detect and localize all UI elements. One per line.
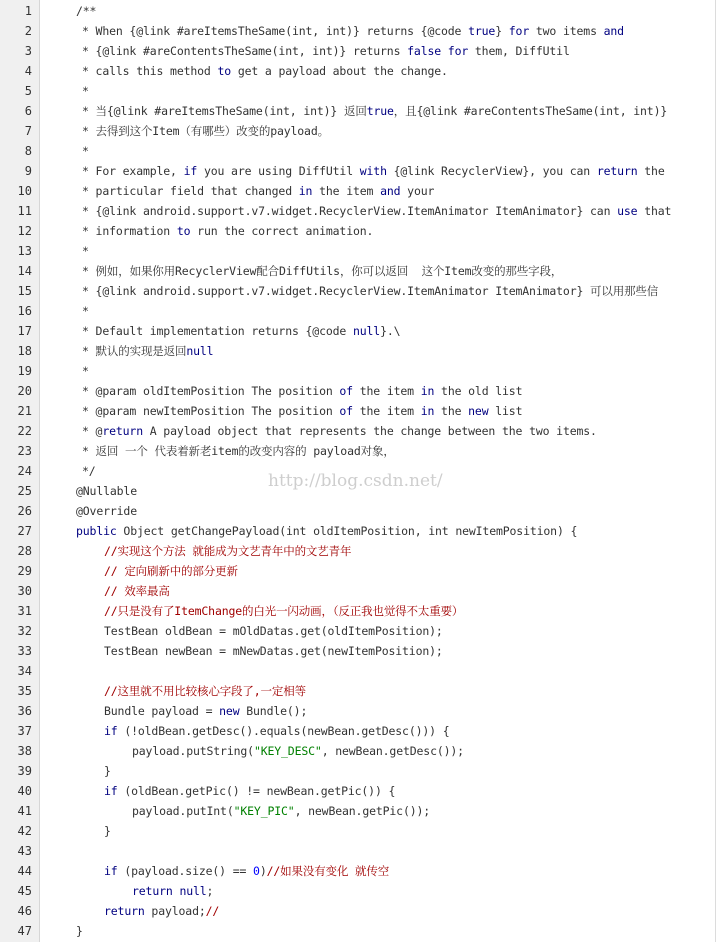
token-kw: to [217, 64, 232, 78]
token-comment: two items [529, 24, 604, 38]
code-line[interactable] [0, 821, 716, 841]
code-line[interactable] [0, 641, 716, 661]
code-text [82, 401, 522, 421]
line-number: 30 [17, 584, 32, 598]
token-kw: false [407, 44, 442, 58]
token-comment: } [495, 24, 509, 38]
token-red: //如果没有变化 就传空 [266, 864, 390, 878]
token-comment: {@link RecyclerView}, you can [386, 164, 597, 178]
line-number: 15 [17, 284, 32, 298]
token-kw: true [366, 104, 394, 118]
line-number: 44 [17, 864, 32, 878]
token-str: "KEY_PIC" [233, 804, 295, 818]
token-kw: use [617, 204, 638, 218]
line-number: 10 [17, 184, 32, 198]
token-comment: * @param oldItemPosition The position [82, 384, 340, 398]
line-number: 32 [17, 624, 32, 638]
token-plain: } [76, 924, 83, 938]
code-text [82, 121, 329, 141]
line-number: 26 [17, 504, 32, 518]
line-number: 37 [17, 724, 32, 738]
token-kw: return [104, 904, 145, 918]
code-line[interactable] [0, 321, 716, 341]
code-line[interactable] [0, 741, 716, 761]
code-text [82, 21, 624, 41]
token-comment: the [637, 164, 665, 178]
code-line[interactable] [0, 421, 716, 441]
token-comment: * @ [82, 424, 103, 438]
token-kw: new [468, 404, 489, 418]
token-comment: the item [312, 184, 381, 198]
line-number: 22 [17, 424, 32, 438]
code-line[interactable] [0, 501, 716, 521]
token-comment: * For example, [82, 164, 184, 178]
token-comment: the item [352, 384, 421, 398]
line-number: 4 [24, 64, 32, 78]
line-number: 46 [17, 904, 32, 918]
code-line[interactable] [0, 601, 716, 621]
code-line[interactable] [0, 761, 716, 781]
token-comment: }.\ [380, 324, 401, 338]
code-line[interactable] [0, 141, 716, 161]
token-red: // [205, 904, 220, 918]
token-plain: payload; [144, 904, 206, 918]
token-comment: * 当{@link #areItemsTheSame(int, int)} 返回 [82, 104, 367, 118]
token-plain: TestBean newBean = mNewDatas.get(newItemPosition); [104, 644, 443, 658]
code-text [82, 241, 89, 261]
code-line[interactable] [0, 541, 716, 561]
token-comment: them, DiffUtil [468, 44, 570, 58]
token-kw: to [176, 224, 191, 238]
code-text [82, 441, 395, 461]
line-number: 40 [17, 784, 32, 798]
code-text [76, 481, 137, 501]
code-line[interactable] [0, 361, 716, 381]
line-number: 11 [17, 204, 32, 218]
token-kw: for [447, 44, 469, 58]
code-text [104, 641, 443, 661]
token-plain: payload.putString( [132, 744, 254, 758]
token-plain: Object getChangePayload(int oldItemPosition, int newItemPosition) { [116, 524, 578, 538]
code-line[interactable] [0, 901, 716, 921]
token-red: //只是没有了ItemChange的白光一闪动画，（反正我也觉得不太重要） [104, 604, 464, 618]
token-comment: your [400, 184, 435, 198]
token-kw: null [179, 884, 207, 898]
line-number: 13 [17, 244, 32, 258]
token-plain: , newBean.getDesc()); [321, 744, 464, 758]
code-line[interactable] [0, 301, 716, 321]
line-number: 2 [24, 24, 32, 38]
token-comment: ，且{@link #areContentsTheSame(int, int)} [393, 104, 668, 118]
token-kw: and [603, 24, 624, 38]
code-text [82, 101, 667, 121]
line-number: 14 [17, 264, 32, 278]
token-plain: TestBean oldBean = mOldDatas.get(oldItemPosition); [104, 624, 443, 638]
line-number: 25 [17, 484, 32, 498]
token-plain: (!oldBean.getDesc().equals(newBean.getDesc())) { [117, 724, 450, 738]
token-kw: return [102, 424, 143, 438]
token-kw: of [339, 404, 353, 418]
token-comment [441, 44, 448, 58]
token-kw: and [380, 184, 401, 198]
line-number: 23 [17, 444, 32, 458]
line-number: 34 [17, 664, 32, 678]
token-plain: } [104, 824, 111, 838]
code-line[interactable] [0, 21, 716, 41]
line-number: 18 [17, 344, 32, 358]
token-comment: A payload object that represents the change between the two items. [142, 424, 597, 438]
code-text [104, 821, 111, 841]
code-text [82, 461, 96, 481]
token-comment: * calls this method [82, 64, 218, 78]
line-number: 31 [17, 604, 32, 618]
code-text [76, 521, 577, 541]
code-text [104, 901, 219, 921]
line-number: 6 [24, 104, 32, 118]
code-text [82, 141, 89, 161]
token-kw: true [468, 24, 496, 38]
code-text [82, 61, 448, 81]
token-kw: if [104, 724, 118, 738]
code-line[interactable] [0, 81, 716, 101]
code-text [132, 741, 464, 761]
token-str: "KEY_DESC" [253, 744, 322, 758]
token-kw: new [219, 704, 240, 718]
line-number: 20 [17, 384, 32, 398]
token-comment: list [488, 404, 523, 418]
code-line[interactable] [0, 661, 716, 681]
token-comment: */ [82, 464, 96, 478]
token-kw: return [596, 164, 638, 178]
code-text [104, 681, 306, 701]
code-line[interactable] [0, 201, 716, 221]
code-line[interactable] [0, 621, 716, 641]
code-text [82, 181, 434, 201]
token-plain: ) [259, 864, 267, 878]
token-kw: in [420, 384, 435, 398]
token-comment: the [434, 404, 469, 418]
code-line[interactable] [0, 441, 716, 461]
token-comment: run the correct animation. [190, 224, 374, 238]
code-text [132, 801, 430, 821]
code-text [104, 601, 463, 621]
code-text [104, 541, 351, 561]
line-number: 24 [17, 464, 32, 478]
token-kw: with [359, 164, 387, 178]
token-comment: that [637, 204, 672, 218]
token-plain: ; [206, 884, 214, 898]
code-line[interactable] [0, 61, 716, 81]
token-comment: * [82, 304, 89, 318]
code-line[interactable] [0, 681, 716, 701]
line-number: 35 [17, 684, 32, 698]
code-line[interactable] [0, 101, 716, 121]
token-comment: * When {@link #areItemsTheSame(int, int)} returns {@code [82, 24, 469, 38]
code-text [82, 161, 665, 181]
code-line[interactable] [0, 781, 716, 801]
line-number: 16 [17, 304, 32, 318]
code-text [82, 201, 671, 221]
token-comment: * 例如，如果你用RecyclerView配合DiffUtils，你可以返回 这个Item改变的那些字段， [82, 264, 563, 278]
code-text [104, 721, 449, 741]
line-number: 27 [17, 524, 32, 538]
code-line[interactable] [0, 581, 716, 601]
code-text [104, 621, 443, 641]
token-plain: (oldBean.getPic() != newBean.getPic()) { [117, 784, 396, 798]
token-comment: * @param newItemPosition The position [82, 404, 340, 418]
token-red: // 定向刷新中的部分更新 [104, 564, 238, 578]
code-line[interactable] [0, 721, 716, 741]
token-comment: * information [82, 224, 177, 238]
code-text [104, 781, 395, 801]
token-comment: * [82, 244, 89, 258]
token-red: //这里就不用比较核心字段了,一定相等 [104, 684, 306, 698]
token-num: 0 [253, 864, 260, 878]
token-plain: , newBean.getPic()); [294, 804, 431, 818]
line-number: 21 [17, 404, 32, 418]
token-comment: * particular field that changed [82, 184, 299, 198]
line-number: 9 [24, 164, 32, 178]
code-text [82, 41, 570, 61]
line-number: 41 [17, 804, 32, 818]
token-comment: /** [76, 4, 97, 18]
token-plain: } [104, 764, 111, 778]
token-kw: of [339, 384, 353, 398]
token-plain: @Nullable [76, 484, 137, 498]
code-text [82, 321, 400, 341]
code-text [104, 761, 111, 781]
code-text [82, 261, 562, 281]
code-text [82, 301, 89, 321]
code-line[interactable] [0, 1, 716, 21]
token-plain: Bundle payload = [104, 704, 220, 718]
token-red: // 效率最高 [104, 584, 170, 598]
line-number: 42 [17, 824, 32, 838]
token-comment: get a payload about the change. [231, 64, 448, 78]
token-comment: * {@link android.support.v7.widget.RecyclerView.ItemAnimator ItemAnimator} can [82, 204, 618, 218]
token-kw: if [104, 864, 118, 878]
token-comment: the item [352, 404, 421, 418]
line-number: 33 [17, 644, 32, 658]
line-number: 19 [17, 364, 32, 378]
token-comment: * 默认的实现是返回 [82, 344, 187, 358]
code-line[interactable] [0, 841, 716, 861]
code-text [76, 501, 137, 521]
token-kw: if [104, 784, 118, 798]
token-kw: null [352, 324, 381, 338]
code-line[interactable] [0, 521, 716, 541]
code-line[interactable] [0, 41, 716, 61]
line-number: 5 [24, 84, 32, 98]
line-number: 47 [17, 924, 32, 938]
token-comment: * {@link #areContentsTheSame(int, int)} returns [82, 44, 408, 58]
token-comment: * 去得到这个Item（有哪些）改变的payload。 [82, 124, 329, 138]
code-line[interactable] [0, 121, 716, 141]
token-red: //实现这个方法 就能成为文艺青年中的文艺青年 [104, 544, 352, 558]
token-comment: * Default implementation returns {@code [82, 324, 353, 338]
token-plain: (payload.size() == [117, 864, 254, 878]
code-line[interactable] [0, 161, 716, 181]
line-number: 12 [17, 224, 32, 238]
token-plain: payload.putInt( [132, 804, 234, 818]
line-number: 45 [17, 884, 32, 898]
code-text [82, 81, 89, 101]
token-plain: @Override [76, 504, 137, 518]
token-plain: Bundle(); [239, 704, 308, 718]
code-line[interactable] [0, 861, 716, 881]
watermark: http://blog.csdn.net/ [268, 471, 443, 491]
code-text [76, 1, 96, 21]
line-number: 7 [24, 124, 32, 138]
line-number: 17 [17, 324, 32, 338]
code-text [82, 361, 89, 381]
code-text [104, 581, 170, 601]
code-line[interactable] [0, 881, 716, 901]
code-line[interactable] [0, 261, 716, 281]
code-line[interactable] [0, 181, 716, 201]
token-kw: in [420, 404, 435, 418]
code-text [132, 881, 213, 901]
token-kw: if [183, 164, 198, 178]
code-line[interactable] [0, 701, 716, 721]
code-line[interactable] [0, 921, 716, 941]
token-comment: * {@link android.support.v7.widget.RecyclerView.ItemAnimator ItemAnimator} 可以用那些信 [82, 284, 659, 298]
token-kw: for [508, 24, 530, 38]
code-line[interactable] [0, 341, 716, 361]
line-number: 39 [17, 764, 32, 778]
code-line[interactable] [0, 381, 716, 401]
code-text [104, 861, 389, 881]
line-number: 3 [24, 44, 32, 58]
token-kw: null [186, 344, 214, 358]
token-kw: in [298, 184, 313, 198]
token-comment: * [82, 364, 89, 378]
code-text [104, 701, 307, 721]
code-text [82, 281, 658, 301]
code-text [76, 921, 83, 941]
code-text [104, 561, 238, 581]
line-number: 38 [17, 744, 32, 758]
token-comment: * [82, 84, 89, 98]
line-number: 28 [17, 544, 32, 558]
token-kw: return [132, 884, 173, 898]
line-number: 29 [17, 564, 32, 578]
code-line[interactable] [0, 281, 716, 301]
line-number: 1 [24, 4, 32, 18]
editor-right-edge [715, 0, 724, 942]
code-text [82, 421, 597, 441]
line-number: 36 [17, 704, 32, 718]
token-comment: * [82, 144, 89, 158]
code-text [82, 341, 213, 361]
token-comment: the old list [434, 384, 523, 398]
code-line[interactable] [0, 221, 716, 241]
code-line[interactable] [0, 561, 716, 581]
token-comment: * 返回 一个 代表着新老item的改变内容的 payload对象， [82, 444, 395, 458]
code-line[interactable] [0, 401, 716, 421]
code-text [82, 221, 373, 241]
line-number: 8 [24, 144, 32, 158]
token-comment: you are using DiffUtil [197, 164, 360, 178]
code-line[interactable] [0, 801, 716, 821]
token-kw: public [76, 524, 117, 538]
code-line[interactable] [0, 241, 716, 261]
code-text [82, 381, 522, 401]
line-number: 43 [17, 844, 32, 858]
